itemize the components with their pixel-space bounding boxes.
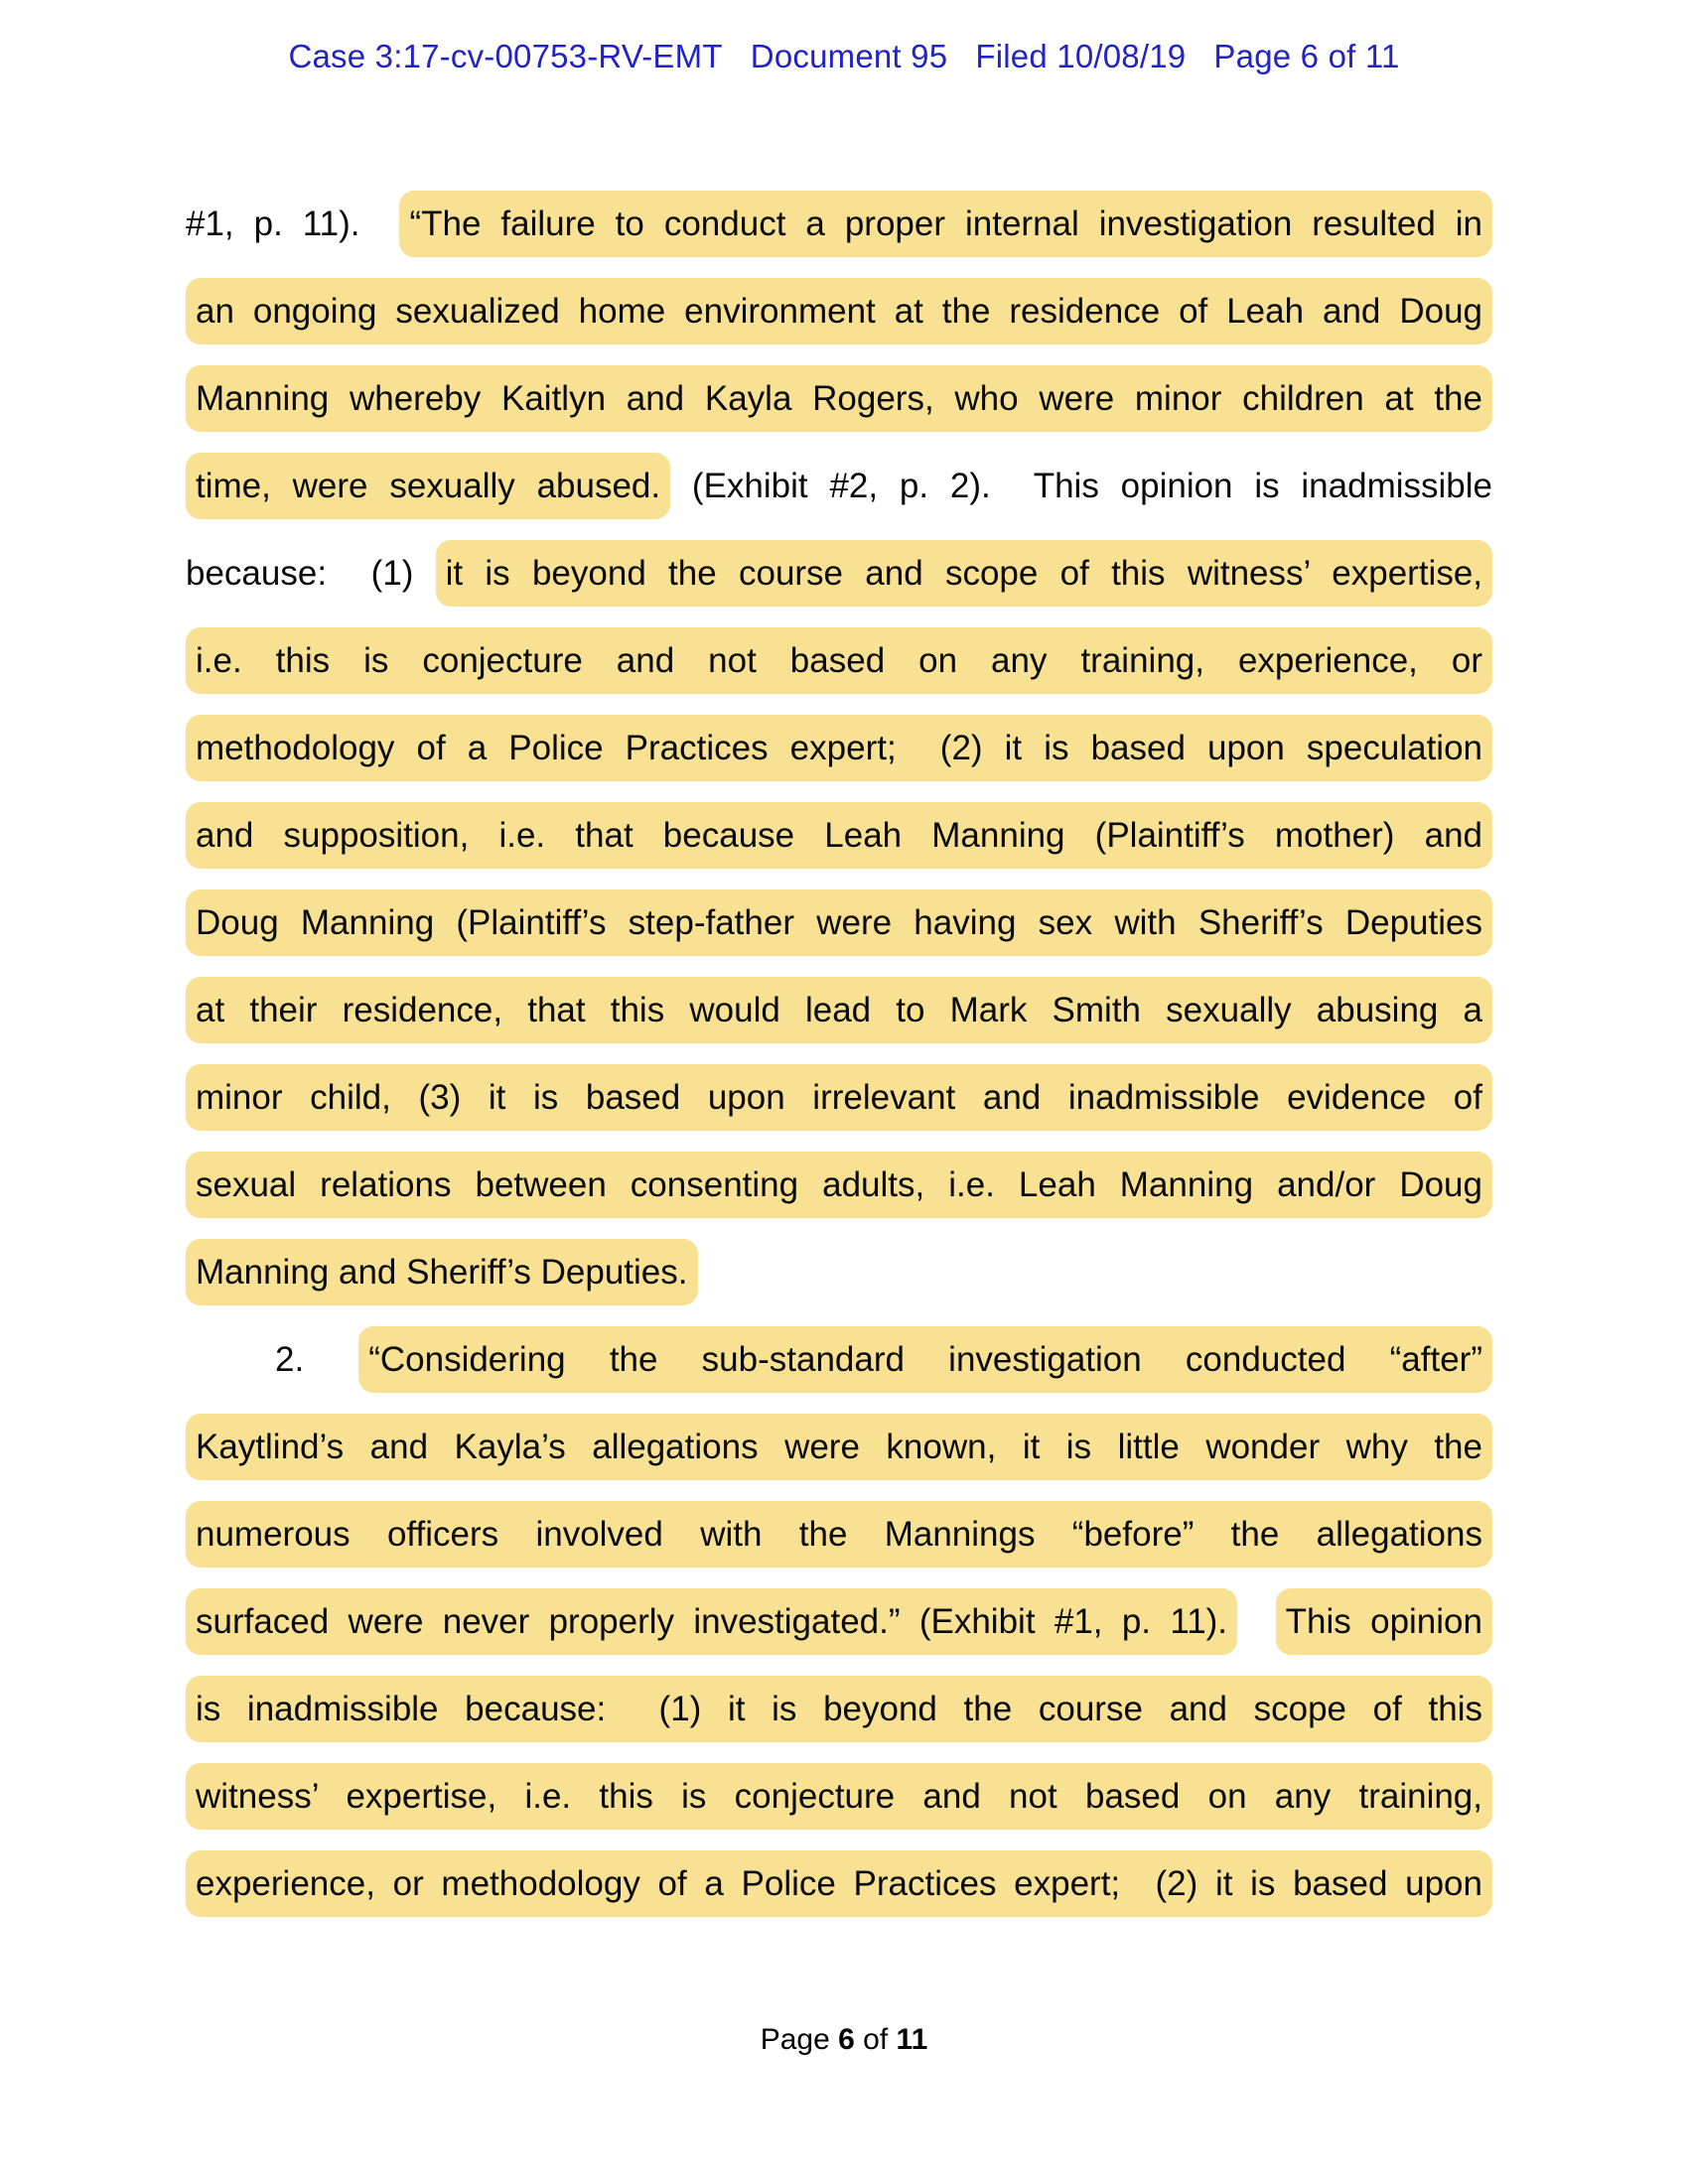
footer-of-word: of xyxy=(863,2023,889,2056)
highlighted-text: numerous officers involved with the Mannings “before” the allegations xyxy=(186,1501,1492,1568)
text-line xyxy=(186,1491,1492,1578)
text-line xyxy=(186,268,1492,355)
document-body xyxy=(186,181,1492,1928)
plain-text xyxy=(1237,1602,1276,1641)
text-line xyxy=(186,967,1492,1054)
highlighted-text: methodology of a Police Practices expert; (2) it is based upon speculation xyxy=(186,715,1492,781)
indent-spacer xyxy=(304,1370,358,1371)
text-line xyxy=(186,705,1492,792)
text-line xyxy=(186,1229,1492,1316)
plain-text: (Exhibit #2, p. 2). This opinion is inadmissible xyxy=(670,467,1492,505)
page-footer xyxy=(0,2023,1688,2057)
highlighted-text: This opinion xyxy=(1276,1588,1492,1655)
highlighted-text: minor child, (3) it is based upon irrelevant and inadmissible evidence of xyxy=(186,1064,1492,1131)
text-line xyxy=(186,1404,1492,1491)
highlighted-text: i.e. this is conjecture and not based on any training, experience, or xyxy=(186,627,1492,694)
highlighted-text: Kaytlind’s and Kayla’s allegations were known, it is little wonder why the xyxy=(186,1414,1492,1480)
highlighted-text: sexual relations between consenting adults, i.e. Leah Manning and/or Doug xyxy=(186,1152,1492,1218)
highlighted-text: “Considering the sub-standard investigation conducted “after” xyxy=(358,1326,1492,1393)
highlighted-text: time, were sexually abused. xyxy=(186,453,670,519)
text-line xyxy=(186,617,1492,705)
footer-page-number: 6 xyxy=(838,2023,855,2056)
highlighted-text: is inadmissible because: (1) it is beyond the course and scope of this xyxy=(186,1676,1492,1742)
highlighted-text: “The failure to conduct a proper internal investigation resulted in xyxy=(399,191,1492,257)
highlighted-text: an ongoing sexualized home environment at the residence of Leah and Doug xyxy=(186,278,1492,344)
text-line xyxy=(186,1841,1492,1928)
highlighted-text: Manning and Sheriff’s Deputies. xyxy=(186,1239,698,1305)
case-header: Case 3:17-cv-00753-RV-EMT Document 95 Filed 10/08/19 Page 6 of 11 xyxy=(288,38,1400,74)
text-line xyxy=(186,1142,1492,1229)
text-line xyxy=(186,1054,1492,1142)
text-line xyxy=(186,1753,1492,1841)
highlighted-text: at their residence, that this would lead to Mark Smith sexually abusing a xyxy=(186,977,1492,1043)
text-line xyxy=(186,530,1492,617)
highlighted-text: witness’ expertise, i.e. this is conjecture and not based on any training, xyxy=(186,1763,1492,1830)
highlighted-text: and supposition, i.e. that because Leah Manning (Plaintiff’s mother) and xyxy=(186,802,1492,869)
indent-spacer xyxy=(186,1370,275,1371)
text-line xyxy=(186,880,1492,967)
highlighted-text: experience, or methodology of a Police Practices expert; (2) it is based upon xyxy=(186,1850,1492,1917)
text-line xyxy=(186,792,1492,880)
text-line xyxy=(186,1316,1492,1404)
plain-text: #1, p. 11). xyxy=(186,205,400,243)
plain-text: 2. xyxy=(275,1340,305,1379)
text-line xyxy=(186,355,1492,443)
highlighted-text: Manning whereby Kaitlyn and Kayla Rogers, who were minor children at the xyxy=(186,365,1492,432)
text-line xyxy=(186,443,1492,530)
footer-page-word: Page xyxy=(760,2023,830,2056)
highlighted-text: surfaced were never properly investigated.” (Exhibit #1, p. 11). xyxy=(186,1588,1237,1655)
plain-text: because: (1) xyxy=(186,554,436,593)
text-line xyxy=(186,1578,1492,1666)
text-line xyxy=(186,1666,1492,1753)
highlighted-text: it is beyond the course and scope of this witness’ expertise, xyxy=(436,540,1492,607)
highlighted-text: Doug Manning (Plaintiff’s step-father were having sex with Sheriff’s Deputies xyxy=(186,889,1492,956)
text-line xyxy=(186,181,1492,268)
footer-total-pages: 11 xyxy=(896,2023,928,2056)
